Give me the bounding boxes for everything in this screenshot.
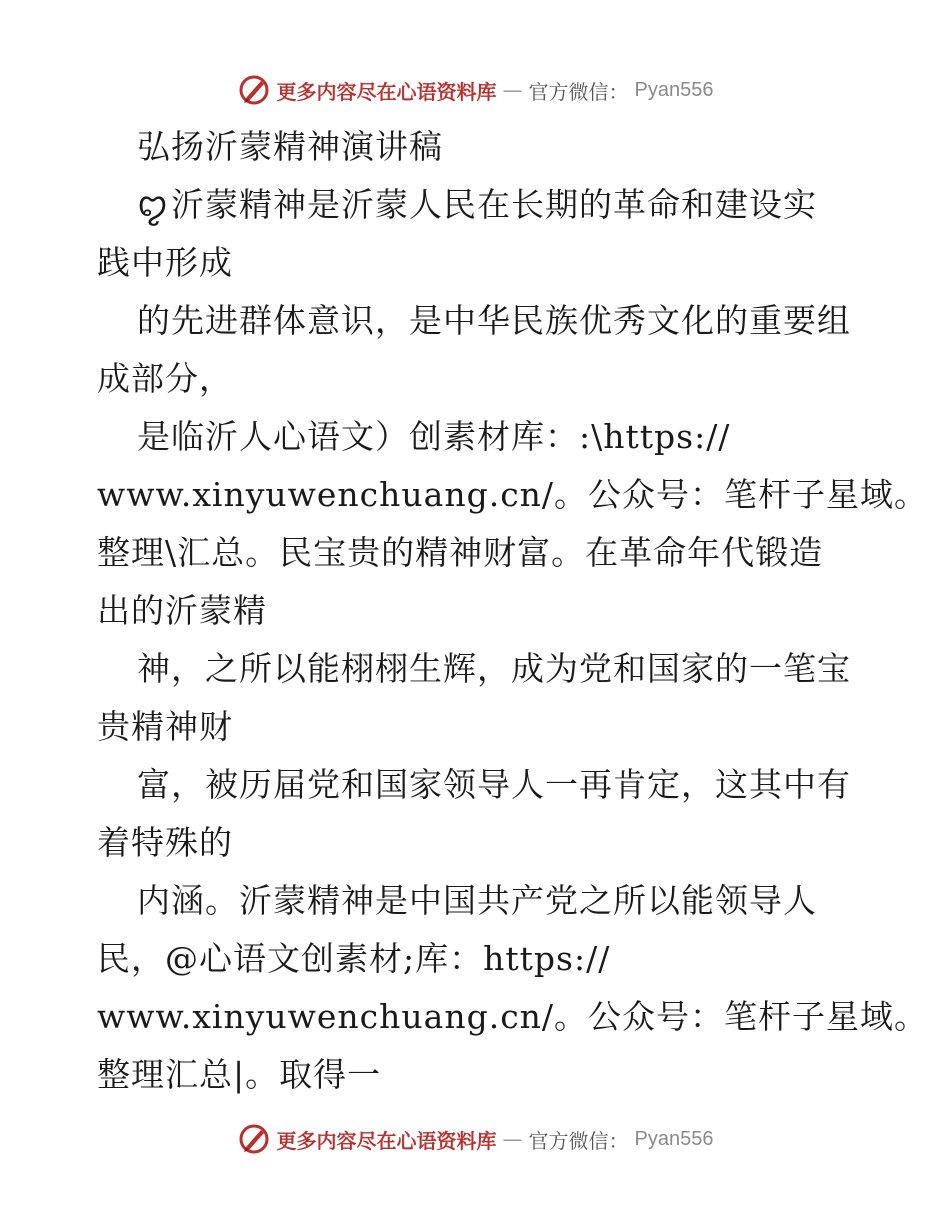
header-banner: [0, 70, 950, 110]
paragraph-line: 成部分，: [97, 359, 233, 398]
banner-brand-text: 更多内容尽在心语资料库: [276, 79, 497, 104]
paragraph-line: 是临沂人心语文）创素材库：:\https://: [137, 417, 731, 456]
paragraph-line: 践中形成: [97, 243, 233, 282]
paragraph-line: 出的沂蒙精: [97, 591, 267, 630]
paragraph-line: 着特殊的: [97, 823, 233, 862]
paragraph-line: 整理\汇总。民宝贵的精神财富。在革命年代锻造: [97, 533, 824, 572]
paragraph-line: 民，@心语文创素材;库：https://: [97, 939, 611, 978]
banner-separator: —: [502, 78, 523, 102]
paragraph-line: 富，被历届党和国家领导人一再肯定，这其中有: [137, 765, 851, 804]
banner-wechat-id: Pyan556: [634, 78, 714, 101]
paragraph-line: 整理汇总|。取得一: [97, 1055, 382, 1094]
paragraph-line: [97, 176, 857, 234]
document-body: [97, 118, 929, 1104]
banner-official-label: 官方微信：: [528, 79, 629, 104]
paragraph-line: 神，之所以能栩栩生辉，成为党和国家的一笔宝: [137, 649, 851, 688]
paragraph-line: 的先进群体意识，是中华民族优秀文化的重要组: [137, 301, 851, 340]
banner-separator: —: [502, 1127, 523, 1151]
footer-banner: [0, 1119, 950, 1159]
decorative-bullet-icon: ꨄ: [137, 185, 169, 224]
banner-brand-text: 更多内容尽在心语资料库: [276, 1128, 497, 1153]
paragraph-line: 内涵。沂蒙精神是中国共产党之所以能领导人: [137, 881, 817, 920]
pen-circle-logo-icon: [237, 1122, 271, 1156]
banner-wechat-id: Pyan556: [634, 1127, 714, 1150]
banner-official-label: 官方微信：: [528, 1128, 629, 1153]
paragraph-line: 贵精神财: [97, 707, 233, 746]
paragraph-line-text: 沂蒙精神是沂蒙人民在长期的革命和建设实: [170, 185, 817, 224]
pen-circle-logo-icon: [237, 73, 271, 107]
paragraph-line: www.xinyuwenchuang.cn/。公众号：笔杆子星域。: [97, 475, 929, 514]
paragraph-line: www.xinyuwenchuang.cn/。公众号：笔杆子星域。: [97, 997, 929, 1036]
document-title: 弘扬沂蒙精神演讲稿: [137, 127, 443, 166]
